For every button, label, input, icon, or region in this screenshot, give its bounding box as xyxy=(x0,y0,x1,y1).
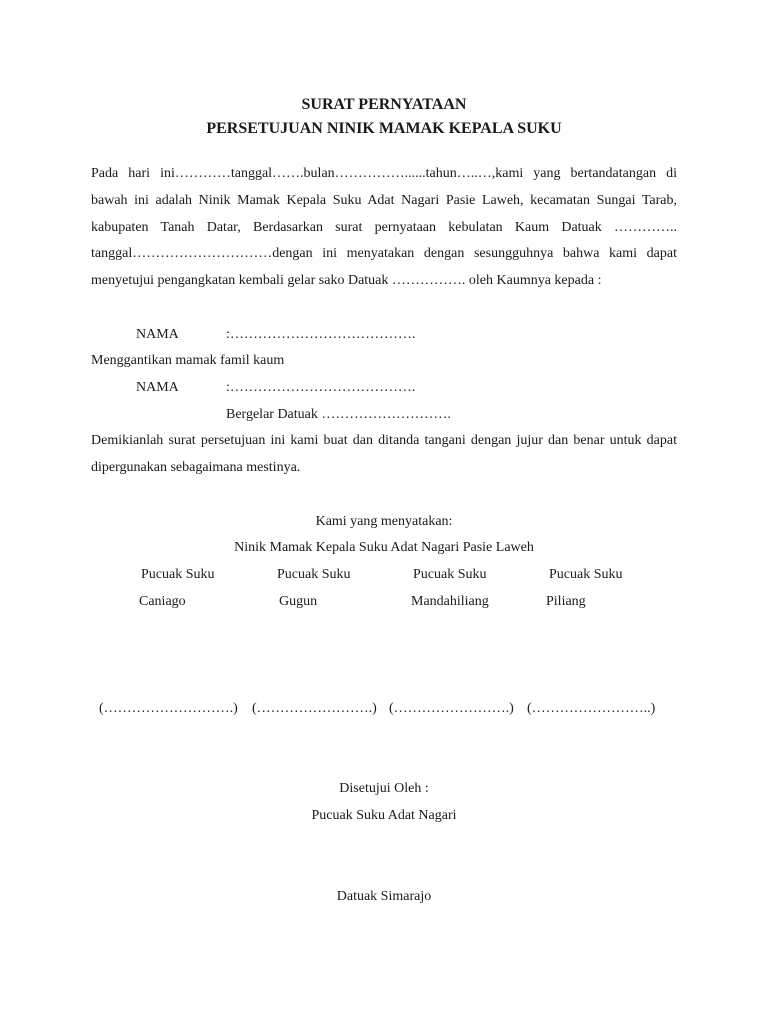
document-title: SURAT PERNYATAAN xyxy=(301,96,467,113)
approval-label: Disetujui Oleh : xyxy=(339,781,429,796)
name-label-2: NAMA xyxy=(136,380,179,395)
signer-role: Pucuak Suku xyxy=(549,567,623,582)
approval-name: Datuak Simarajo xyxy=(336,889,432,904)
opening-paragraph: Pada hari ini…………tanggal…….bulan……………......tahun…..…,kami yang bertandatangan di bawah ini adalah Ninik Mamak Kepala Suku Adat Nagari Pasie Laweh, kecamatan Sungai Tarab, kabupaten Tanah Datar, Berdasarkan surat pernyataan kebulatan Kaum Datuak ………….. tanggal…………………………dengan ini menyatakan dengan sesungguhnya bahwa kami dapat menyetujui pengangkatan kembali gelar sako Datuak ……………. oleh Kaumnya kepada : xyxy=(91,166,677,289)
signer-clan: Gugun xyxy=(279,594,318,609)
signer-group: Ninik Mamak Kepala Suku Adat Nagari Pasie Laweh xyxy=(234,540,534,555)
name-value-1: :…………………………………. xyxy=(226,327,416,342)
signer-role: Pucuak Suku xyxy=(141,567,215,582)
signature-blank: (……………………….) xyxy=(99,701,238,716)
signer-clan: Mandahiliang xyxy=(411,594,489,609)
title-field: Bergelar Datuak ………………………. xyxy=(226,407,451,422)
name-value-2: :…………………………………. xyxy=(226,380,416,395)
signer-clan: Caniago xyxy=(139,594,186,609)
name-label-1: NAMA xyxy=(136,327,179,342)
document-subtitle: PERSETUJUAN NINIK MAMAK KEPALA SUKU xyxy=(206,120,562,137)
signer-intro: Kami yang menyatakan: xyxy=(315,514,453,529)
signature-blank: (…………………….) xyxy=(389,701,514,716)
signature-blank: (…………………….) xyxy=(252,701,377,716)
signer-role: Pucuak Suku xyxy=(277,567,351,582)
approval-role: Pucuak Suku Adat Nagari xyxy=(311,808,457,823)
closing-paragraph: Demikianlah surat persetujuan ini kami buat dan ditanda tangani dengan jujur dan benar untuk dapat dipergunakan sebagaimana mestinya. xyxy=(91,433,677,475)
signer-role: Pucuak Suku xyxy=(413,567,487,582)
signer-clan: Piliang xyxy=(546,594,586,609)
replacement-text: Menggantikan mamak famil kaum xyxy=(91,353,285,368)
signature-blank: (……………………..) xyxy=(527,701,656,716)
